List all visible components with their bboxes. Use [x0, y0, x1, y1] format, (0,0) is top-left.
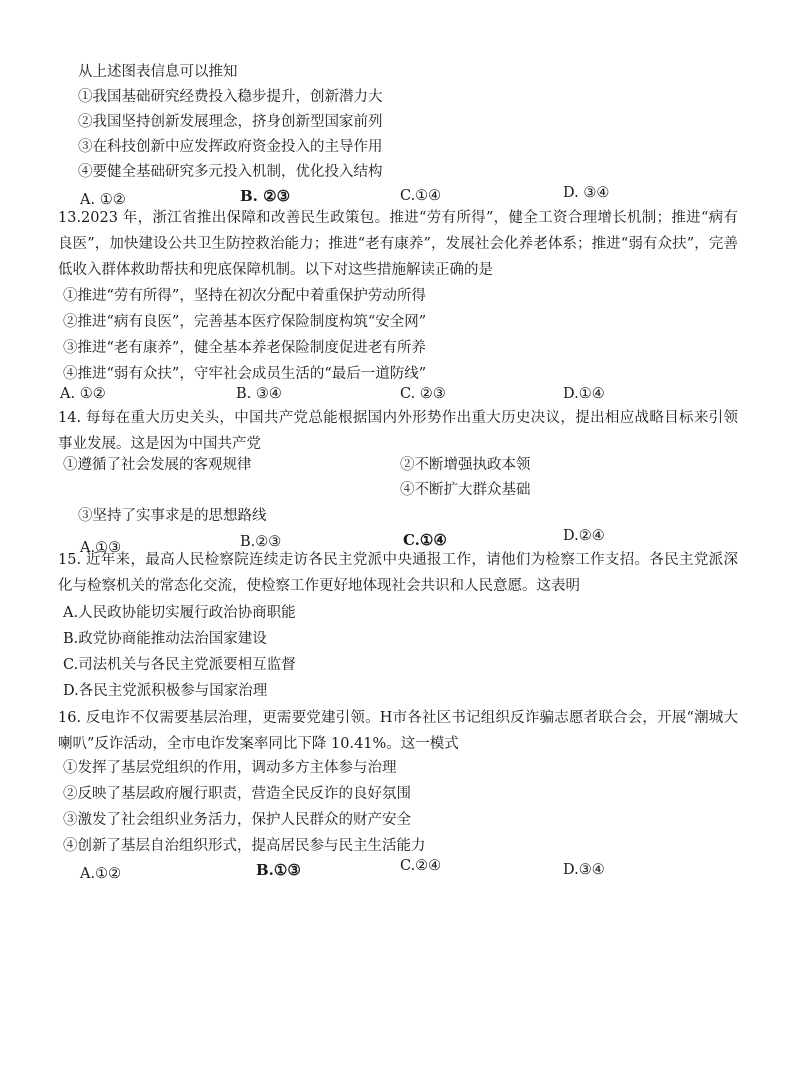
- q16-item-3: ③激发了社会组织业务活力，保护人民群众的财产安全: [63, 812, 411, 828]
- q14-option-d: D.②④: [563, 528, 605, 544]
- q13-stem: 13.2023 年，浙江省推出保障和改善民生政策包。推进“劳有所得”，健全工资合理增长机制；推进“病有良医”，加快建设公共卫生防控救治能力；推进“老有康养”，发展社会化养老体系；推进“弱有众扶”，完善低收入群体救助帮扶和兜底保障机制。以下对这些措施解读正确的是: [58, 210, 738, 278]
- q13-option-a: A. ①②: [60, 386, 106, 402]
- q15-stem: 15. 近年来，最高人民检察院连续走访各民主党派中央通报工作，请他们为检察工作支招。各民主党派深化与检察机关的常态化交流，使检察工作更好地体现社会共识和人民意愿。这表明: [58, 552, 738, 594]
- q13-option-b: B. ③④: [236, 386, 282, 402]
- q16-option-d: D.③④: [563, 862, 605, 878]
- q12-option-d: D. ③④: [563, 185, 610, 201]
- q15-option-b: B.政党协商能推动法治国家建设: [63, 631, 267, 647]
- q13-item-1: ①推进“劳有所得”，坚持在初次分配中着重保护劳动所得: [63, 288, 426, 304]
- q14-stem: 14. 每每在重大历史关头，中国共产党总能根据国内外形势作出重大历史决议，提出相应战略目标来引领事业发展。这是因为中国共产党: [58, 410, 738, 452]
- q16-stem: 16. 反电诈不仅需要基层治理，更需要党建引领。H市各社区书记组织反诈骗志愿者联合会，开展“潮城大喇叭”反诈活动，全市电诈发案率同比下降 10.41%。这一模式: [58, 710, 738, 752]
- q16-option-c: C.②④: [400, 858, 442, 874]
- q12-option-c: C.①④: [400, 188, 442, 204]
- q14-option-b: B.②③: [240, 534, 282, 550]
- q15-option-a: A.人民政协能切实履行政治协商职能: [63, 605, 296, 621]
- q14-item-1: ①遵循了社会发展的客观规律: [63, 457, 252, 473]
- q14-item-2: ②不断增强执政本领: [400, 457, 531, 473]
- q14-item-3: ③坚持了实事求是的思想路线: [78, 508, 267, 524]
- q12-item-1: ①我国基础研究经费投入稳步提升，创新潜力大: [78, 89, 383, 105]
- q13-option-c: C. ②③: [400, 386, 446, 402]
- q16-option-a: A.①②: [80, 866, 122, 882]
- q12-item-3: ③在科技创新中应发挥政府资金投入的主导作用: [78, 139, 383, 155]
- q16-option-b: B.①③: [256, 861, 301, 879]
- q12-item-4: ④要健全基础研究多元投入机制，优化投入结构: [78, 164, 383, 180]
- q12-option-b: B. ②③: [240, 187, 291, 205]
- q13-item-4: ④推进“弱有众扶”，守牢社会成员生活的“最后一道防线”: [63, 366, 427, 382]
- q13-option-d: D.①④: [563, 386, 605, 402]
- q14-option-a: A.①③: [80, 540, 122, 556]
- q16-item-2: ②反映了基层政府履行职责，营造全民反诈的良好氛围: [63, 786, 411, 802]
- q14-option-c: C.①④: [403, 531, 447, 549]
- q14-item-4: ④不断扩大群众基础: [400, 482, 531, 498]
- q15-option-d: D.各民主党派积极参与国家治理: [63, 683, 268, 699]
- q12-intro: 从上述图表信息可以推知: [78, 64, 238, 80]
- q16-item-4: ④创新了基层自治组织形式，提高居民参与民主生活能力: [63, 838, 426, 854]
- q13-item-2: ②推进“病有良医”，完善基本医疗保险制度构筑“安全网”: [63, 314, 427, 330]
- q16-item-1: ①发挥了基层党组织的作用，调动多方主体参与治理: [63, 760, 397, 776]
- q12-option-a: A. ①②: [80, 192, 126, 208]
- q15-option-c: C.司法机关与各民主党派要相互监督: [63, 657, 296, 673]
- q13-item-3: ③推进“老有康养”，健全基本养老保险制度促进老有所养: [63, 340, 426, 356]
- q12-item-2: ②我国坚持创新发展理念，挤身创新型国家前列: [78, 114, 383, 130]
